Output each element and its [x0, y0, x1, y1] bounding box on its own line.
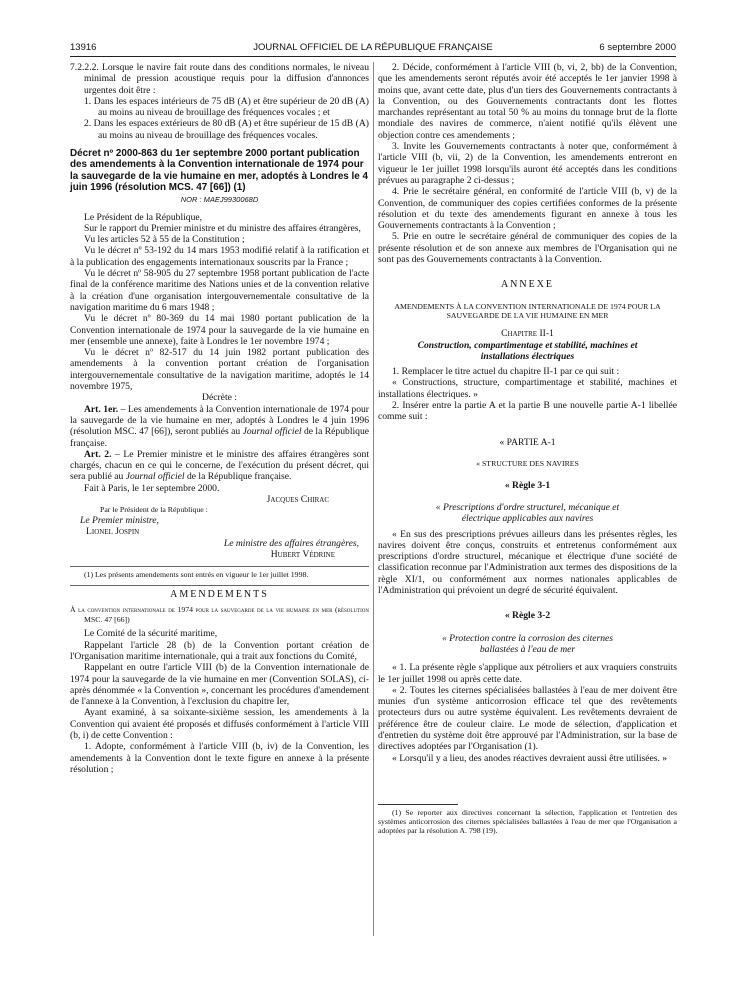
- paragraph: 3. Invite les Gouvernements contractants à noter que, conformément à l'article VIII (b, vii, 2) de la Convention, les amendements entreront en vigueur le 1er juillet 1998 lorsqu'ils auront été acceptés dans les conditions prévues au paragraphe 2 ci-dessus ;: [378, 141, 677, 186]
- footnote-rule: [70, 566, 369, 567]
- paragraph: 2. Dans les espaces extérieurs de 80 dB (A) et être supérieur de 15 dB (A) au moins au niveau de brouillage des fréquences vocales.: [84, 118, 369, 141]
- amendements-subtitle: À la convention internationale de 1974 pour la sauvegarde de la vie humaine en mer (résolution MSC. 47 [66]): [70, 604, 369, 624]
- paragraph: Vu le décret nº 80-369 du 14 mai 1980 portant publication de la Convention internationale de 1974 pour la sauvegarde de la vie humaine en mer (ensemble une annexe), faite à Londres le 1er novembre 1974 ;: [70, 313, 369, 347]
- structure-heading: « STRUCTURE DES NAVIRES: [476, 458, 579, 468]
- annexe-subtitle: AMENDEMENTS À LA CONVENTION INTERNATIONALE DE 1974 POUR LA SAUVEGARDE DE LA VIE HUMAINE EN MER: [394, 301, 661, 321]
- paragraph: 1. Dans les espaces intérieurs de 75 dB (A) et être supérieur de 20 dB (A) au moins au niveau de brouillage des fréquences vocales ; et: [84, 95, 369, 119]
- annexe-heading: ANNEXE: [500, 279, 555, 291]
- paragraph: « Constructions, structure, compartimentage et stabilité, machines et installations électriques. »: [378, 377, 677, 400]
- paragraph: Ayant examiné, à sa soixante-sixième session, les amendements à la Convention qui avaient été proposés et diffusés conformément à l'article VIII (b, i) de cette Convention :: [70, 707, 369, 742]
- paragraph: « 2. Toutes les citernes spécialisées ballastées à l'eau de mer doivent être munies d'un système anticorrosion efficace tel que des revêtements protecteurs durs ou autre système équivalent. Les revêtements devraient de préférence être de couleur claire. Le mode de sélection, d'application et d'entretien du système doit être approuvé par l'Administration, sur la base de directives adoptées par l'Organisation (1).: [378, 684, 677, 753]
- column-divider: [373, 62, 374, 936]
- paragraph: Vu le décret nº 53-192 du 14 mars 1953 modifié relatif à la ratification et à la publication des engagements internationaux souscrits par la France ;: [70, 245, 369, 268]
- mae-title: Le ministre des affaires étrangères,: [223, 537, 359, 549]
- paragraph: « 1. La présente règle s'applique aux pétroliers et aux vraquiers construits le 1er juillet 1998 ou après cette date.: [378, 662, 677, 685]
- paragraph: 4. Prie le secrétaire général, en conformité de l'article VIII (b, v) de la Convention, de communiquer des copies certifiées conformes de la présente résolution et du texte des amendements figurant en annexe à tous les Gouvernements contractants à la Convention ;: [378, 186, 677, 232]
- page-number: 13916: [70, 42, 97, 53]
- journal-title: JOURNAL OFFICIEL DE LA RÉPUBLIQUE FRANÇAISE: [253, 42, 493, 53]
- chapter-heading: Chapitre II-1: [501, 328, 554, 340]
- paragraph: Le Président de la République,: [84, 211, 203, 223]
- nor-reference: NOR : MAEJ9930068D: [180, 195, 259, 205]
- paragraph: 1. Adopte, conformément à l'article VIII (b, iv) de la Convention, les amendements à la Convention dont le texte figure en annexe à la présente résolution ;: [70, 741, 369, 775]
- signature-president: Jacques Chirac: [266, 493, 329, 505]
- partie-heading: « PARTIE A-1: [499, 436, 556, 448]
- paragraph: 2. Décide, conformément à l'article VIII (b, vi, 2, bb) de la Convention, que les amendements seront réputés avoir été acceptés le 1er janvier 1998 à moins que, avant cette date, plus d'un tiers des Gouvernements contractants à la Convention, ou des Gouvernements contractants dont les flottes marchandes représentant au total 50 % au moins du tonnage brut de la flotte mondiale des navires de commerce, n'aient notifié qu'ils élèvent une objection contre ces amendements ;: [378, 62, 677, 141]
- paragraph: 1. Remplacer le titre actuel du chapitre II-1 par ce qui suit :: [392, 366, 620, 378]
- footnote: (1) Les présents amendements sont entrés en vigueur le 1er juillet 1998.: [84, 570, 309, 580]
- paragraph: « Lorsqu'il y a lieu, des anodes réactives devraient aussi être utilisées. »: [392, 752, 668, 764]
- par-le-president: Par le Président de la République :: [100, 505, 208, 515]
- right-column: [378, 62, 677, 836]
- paragraph: Vu les articles 52 à 55 de la Constitution ;: [84, 234, 245, 246]
- paragraph: Vu le décret nº 58-905 du 27 septembre 1958 portant publication de l'acte final de la conférence maritime des Nations unies et de la convention relative à la création d'une organisation intergouvernementale consultative de la navigation maritime du 6 mars 1948 ;: [70, 268, 369, 313]
- article-1: Art. 1er. – Les amendements à la Convention internationale de 1974 pour la sauvegarde de la vie humaine en mer, adoptés à Londres le 4 juin 1996 (résolution MSC. 47 [66]), seront publiés au Journal officiel de la République française.: [70, 403, 370, 449]
- amendements-heading: AMENDEMENTS: [170, 589, 269, 601]
- paragraph: 7.2.2.2. Lorsque le navire fait route dans des conditions normales, le niveau minimal de pression acoustique requis pour la diffusion d'annonces urgentes doit être :: [70, 62, 369, 96]
- decree-title: Décret nº 2000-863 du 1er septembre 2000 portant publication des amendements à la Convention internationale de 1974 pour la sauvegarde de la vie humaine en mer, adoptés à Londres le 4 juin 1996 (résolution MCS. 47 [66]) (1): [70, 148, 369, 193]
- pm-title: Le Premier ministre,: [80, 515, 159, 527]
- paragraph: Vu le décret nº 82-517 du 14 juin 1982 portant publication des amendements à la convention portant création de l'organisation intergouvernementale consultative de la navigation maritime, adoptés le 14 novembre 1975,: [70, 347, 369, 393]
- header-rule: [70, 56, 676, 57]
- pm-name: Lionel Jospin: [86, 526, 140, 538]
- chapter-title: Construction, compartimentage et stabilité, machines et installations électriques: [417, 339, 638, 362]
- regle-3-2-title: « Protection contre la corrosion des citernes ballastées à l'eau de mer: [441, 632, 614, 655]
- left-column: [70, 62, 369, 775]
- issue-date: 6 septembre 2000: [599, 42, 676, 53]
- footnote-rule: [378, 804, 458, 805]
- page-header: [70, 42, 676, 56]
- paragraph: Le Comité de la sécurité maritime,: [84, 628, 218, 640]
- decrete: Décrète :: [202, 392, 237, 404]
- paragraph: Sur le rapport du Premier ministre et du ministre des affaires étrangères,: [84, 222, 361, 234]
- fait-a-paris: Fait à Paris, le 1er septembre 2000.: [84, 482, 220, 494]
- paragraph: 2. Insérer entre la partie A et la partie B une nouvelle partie A-1 libellée comme suit :: [378, 400, 677, 423]
- paragraph: Rappelant l'article 28 (b) de la Convention portant création de l'Organisation maritime internationale, qui a trait aux fonctions du Comité,: [70, 639, 369, 662]
- paragraph: Rappelant en outre l'article VIII (b) de la Convention internationale de 1974 pour la sauvegarde de la vie humaine en mer (Convention SOLAS), ci-après dénommée « la Convention », concernant les procédures d'amendement de l'annexe à la Convention, à l'exclusion du chapitre Ier,: [70, 662, 369, 708]
- paragraph: 5. Prie en outre le secrétaire général de communiquer des copies de la présente résolution et de son annexe aux membres de l'Organisation qui ne sont pas des Gouvernements contractants à la Convention.: [378, 231, 677, 266]
- regle-3-1-title: « Prescriptions d'ordre structurel, mécanique et électrique applicables aux navires: [435, 502, 620, 525]
- regle-3-2-heading: « Règle 3-2: [504, 610, 551, 622]
- mae-name: Hubert Védrine: [270, 548, 335, 560]
- regle-3-1-heading: « Règle 3-1: [504, 479, 551, 491]
- footnote: (1) Se reporter aux directives concernant la sélection, l'application et l'entretien des systèmes anticorrosion des citernes spécialisées ballastées à l'eau de mer que l'Organisation a adoptées par la résolution A. 798 (19).: [378, 807, 677, 836]
- article-2: Art. 2. – Le Premier ministre et le ministre des affaires étrangères sont chargés, chacun en ce qui le concerne, de l'exécution du présent décret, qui sera publié au Journal officiel de la République française.: [70, 448, 369, 483]
- section-rule: [70, 585, 369, 586]
- paragraph: « En sus des prescriptions prévues ailleurs dans les présentes règles, les navires doivent être conçus, construits et entretenus conformément aux prescriptions d'ordre structurel, mécanique et électrique d'une société de classification reconnue par l'Administration aux termes des dispositions de la règle XI/1, ou conformément aux normes nationales applicables de l'Administration qui prévoient un degré de sécurité équivalent.: [378, 528, 677, 597]
